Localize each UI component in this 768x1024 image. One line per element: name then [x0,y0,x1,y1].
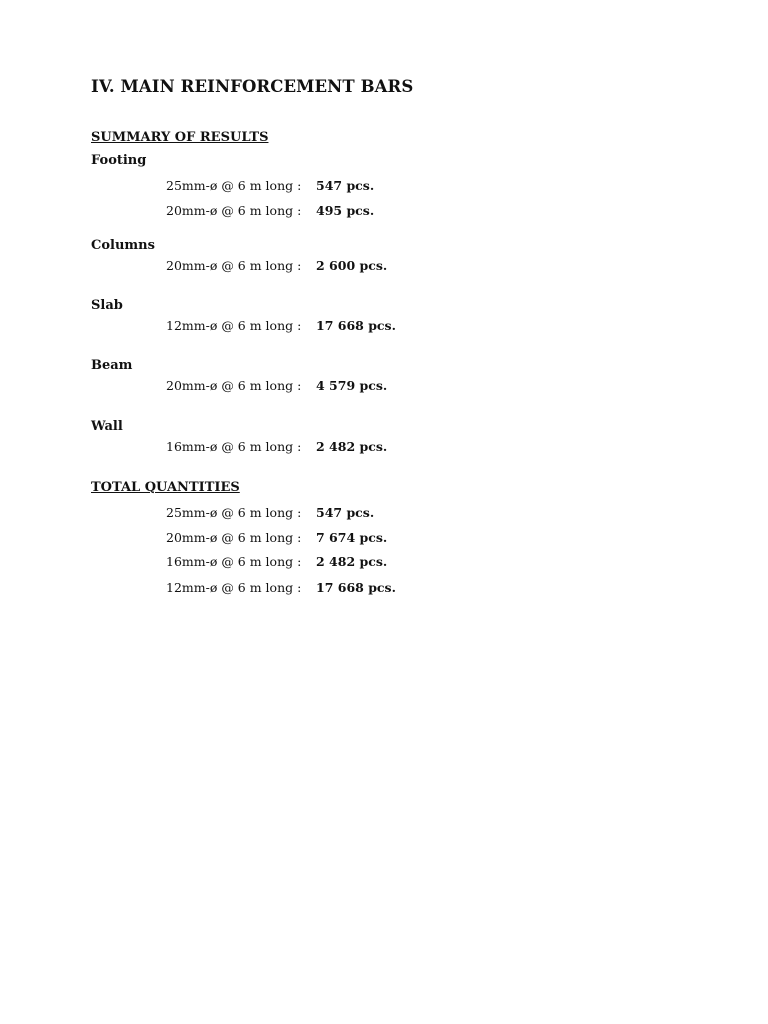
bar-quantity: 2 482 pcs. [316,554,388,569]
bar-quantity: 7 674 pcs. [316,530,388,545]
summary-heading: SUMMARY OF RESULTS [91,130,269,145]
bar-spec: 12mm-ø @ 6 m long : [166,318,302,333]
bar-quantity: 17 668 pcs. [316,580,396,595]
bar-spec: 20mm-ø @ 6 m long : [166,258,302,273]
totals-heading: TOTAL QUANTITIES [91,480,240,495]
bar-quantity: 547 pcs. [316,505,375,520]
group-label-footing: Footing [91,153,147,168]
group-label-slab: Slab [91,298,123,313]
bar-quantity: 2 482 pcs. [316,439,388,454]
bar-spec: 25mm-ø @ 6 m long : [166,178,302,193]
bar-quantity: 495 pcs. [316,203,375,218]
bar-spec: 20mm-ø @ 6 m long : [166,203,302,218]
bar-quantity: 547 pcs. [316,178,375,193]
group-label-beam: Beam [91,358,133,373]
bar-quantity: 2 600 pcs. [316,258,388,273]
group-label-columns: Columns [91,238,155,253]
bar-quantity: 4 579 pcs. [316,378,388,393]
group-label-wall: Wall [91,419,123,434]
bar-spec: 16mm-ø @ 6 m long : [166,554,302,569]
bar-spec: 16mm-ø @ 6 m long : [166,439,302,454]
bar-spec: 25mm-ø @ 6 m long : [166,505,302,520]
bar-spec: 12mm-ø @ 6 m long : [166,580,302,595]
page-title: IV. MAIN REINFORCEMENT BARS [91,77,414,96]
bar-quantity: 17 668 pcs. [316,318,396,333]
bar-spec: 20mm-ø @ 6 m long : [166,378,302,393]
bar-spec: 20mm-ø @ 6 m long : [166,530,302,545]
